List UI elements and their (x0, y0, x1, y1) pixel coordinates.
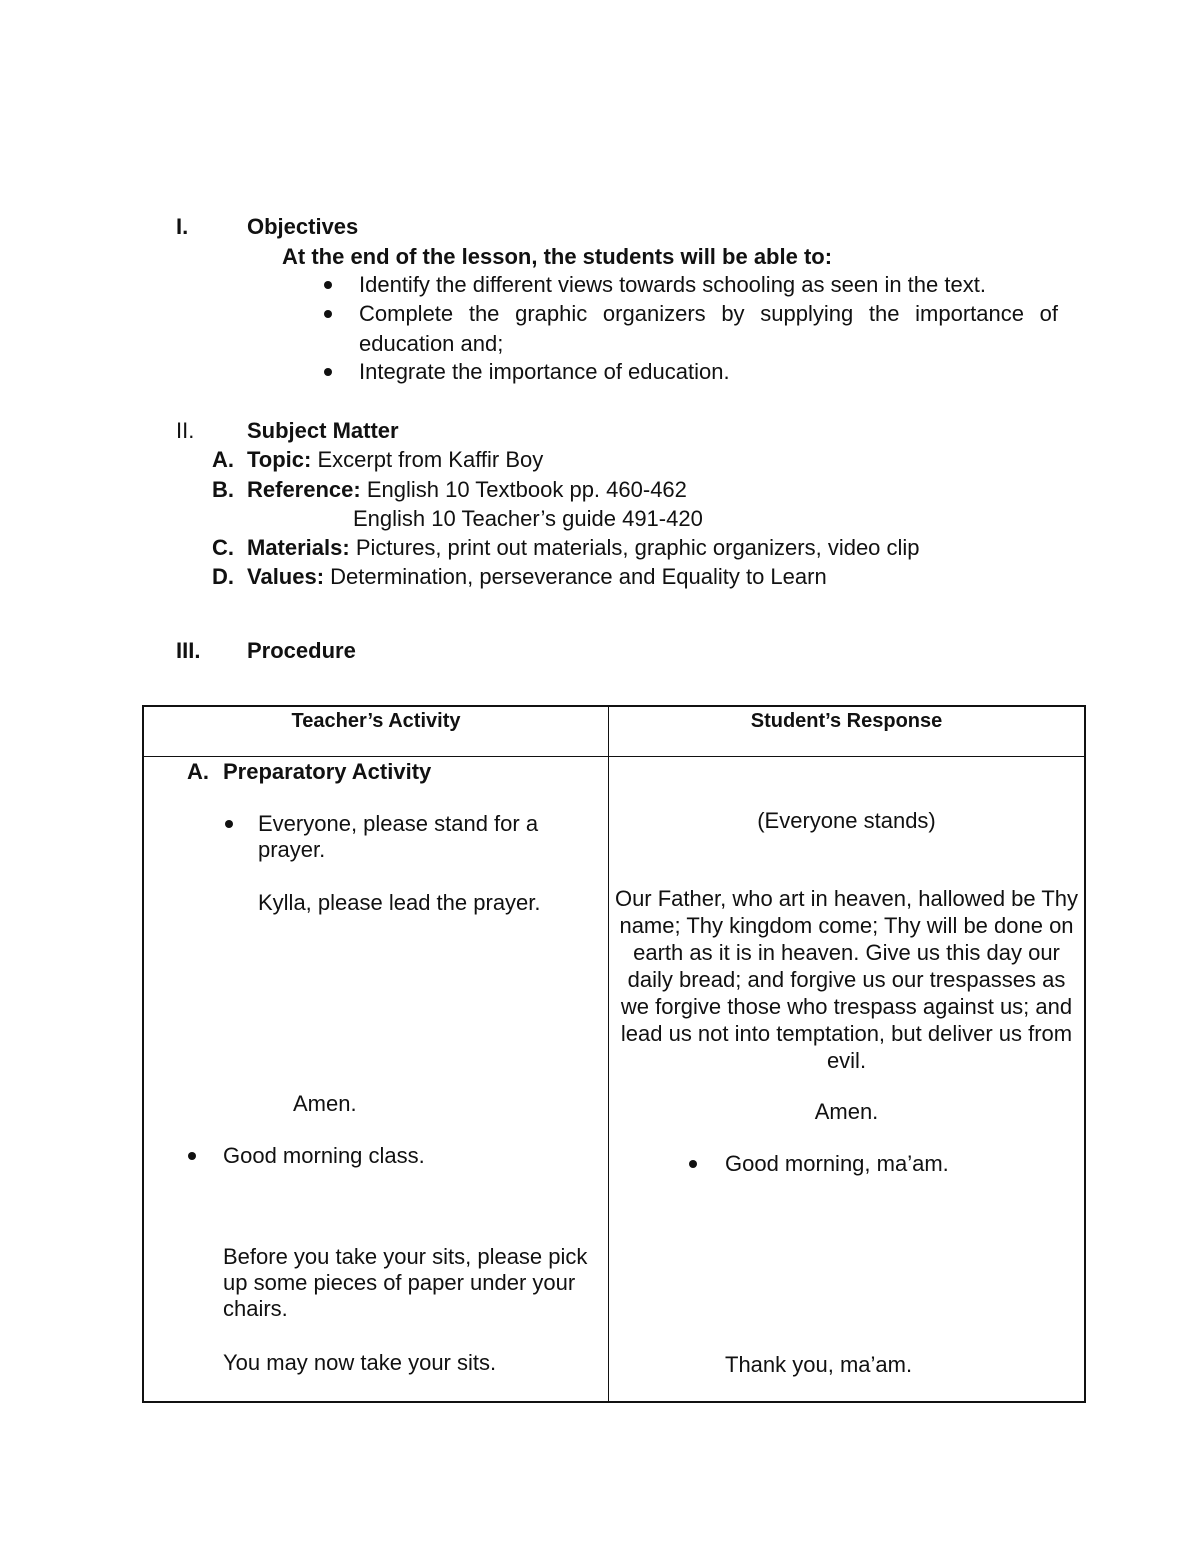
procedure-heading: Procedure (247, 638, 356, 663)
teacher-sit-instruction: You may now take your sits. (223, 1350, 497, 1375)
bullet-icon (324, 281, 332, 289)
objectives-heading: Objectives (247, 214, 359, 239)
values-line (247, 564, 827, 590)
subject-matter-numeral: II. (176, 418, 195, 443)
topic-label: Topic: (247, 447, 312, 472)
topic-value: Excerpt from Kaffir Boy (317, 447, 544, 472)
student-greeting: Good morning, ma’am. (725, 1151, 949, 1176)
table-header-divider (142, 756, 1086, 757)
student-thanks: Thank you, ma’am. (725, 1352, 913, 1377)
teacher-amen: Amen. (293, 1091, 357, 1116)
objective-item: Complete the graphic organizers by supplying the importance of (359, 301, 1058, 326)
bullet-icon (689, 1160, 697, 1168)
objectives-numeral: I. (176, 214, 189, 239)
bullet-icon (225, 820, 233, 828)
subject-matter-heading: Subject Matter (247, 418, 399, 443)
teacher-stand-instruction: Everyone, please stand for a prayer. (258, 811, 539, 862)
header-teacher-activity: Teacher’s Activity (291, 710, 461, 732)
bullet-icon (324, 310, 332, 318)
teacher-lead-prayer: Kylla, please lead the prayer. (258, 890, 541, 915)
section-letter: A. (187, 759, 209, 784)
student-stands: (Everyone stands) (757, 808, 936, 833)
table-bottom-border (142, 1401, 1086, 1403)
reference-value-2: English 10 Teacher’s guide 491-420 (353, 506, 703, 531)
section-title: Preparatory Activity (223, 759, 432, 784)
materials-value: Pictures, print out materials, graphic organizers, video clip (355, 535, 920, 560)
teacher-pickup-instruction: Before you take your sits, please pick up some pieces of paper under your chairs. (223, 1244, 588, 1321)
teacher-greeting: Good morning class. (223, 1143, 425, 1168)
topic-line (247, 447, 543, 473)
bullet-icon (188, 1152, 196, 1160)
materials-line (247, 535, 920, 561)
materials-label: Materials: (247, 535, 350, 560)
values-label: Values: (247, 564, 325, 589)
values-letter: D. (212, 564, 234, 589)
header-student-response: Student’s Response (750, 710, 943, 732)
table-right-border (1084, 705, 1086, 1403)
reference-line (247, 477, 687, 503)
reference-letter: B. (212, 477, 234, 502)
table-top-border (142, 705, 1086, 707)
topic-letter: A. (212, 447, 234, 472)
objective-item: Identify the different views towards schooling as seen in the text. (359, 272, 986, 297)
objectives-intro: At the end of the lesson, the students will be able to: (282, 244, 833, 269)
objective-item: Integrate the importance of education. (359, 359, 730, 384)
values-value: Determination, perseverance and Equality to Learn (330, 564, 827, 589)
objective-item-continued: education and; (359, 331, 504, 356)
reference-label: Reference: (247, 477, 361, 502)
bullet-icon (324, 368, 332, 376)
student-prayer: Our Father, who art in heaven, hallowed be Thy name; Thy kingdom come; Thy will be done on earth as it is in heaven. Give us this day our daily bread; and forgive us our trespasses as we forgive those who trespass against us; and lead us not into temptation, but deliver us from evil. (614, 886, 1079, 1073)
procedure-numeral: III. (176, 638, 201, 663)
reference-value: English 10 Textbook pp. 460-462 (366, 477, 687, 502)
student-amen: Amen. (814, 1099, 879, 1124)
table-left-border (142, 705, 144, 1403)
materials-letter: C. (212, 535, 234, 560)
